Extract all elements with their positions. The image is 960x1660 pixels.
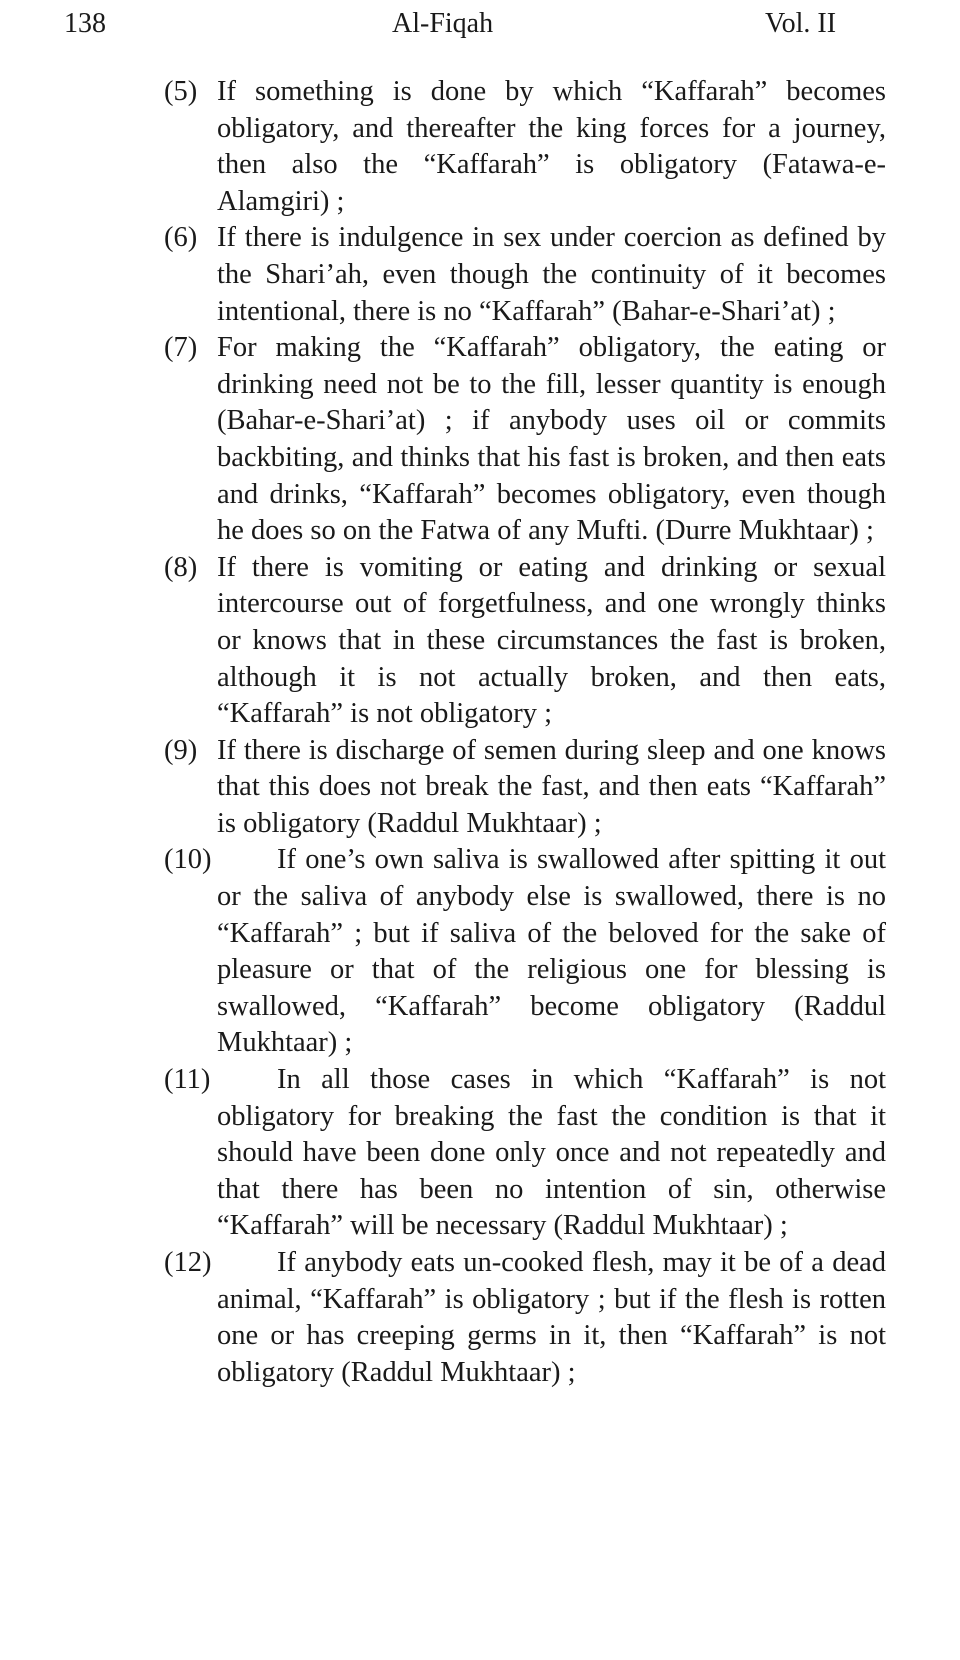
item-text: If there is vomiting or eating and drinking or sexual intercourse out of forgetfulness, and one wrongly thinks or knows that in these circumstances the fast is broken, although it is not actually broken, and then eats, “Kaffarah” is not obligatory ; (217, 551, 886, 730)
book-title: Al-Fiqah (392, 8, 494, 39)
item-text: If one’s own saliva is swallowed after spitting it out or the saliva of anybody else is swallowed, there is no “Kaffarah” ; but if saliva of the beloved for the sake of pleasure or that of the religious one for blessing is swallowed, “Kaffarah” become obligatory (Raddul Mukhtaar) ; (217, 844, 886, 1059)
page-number: 138 (64, 8, 106, 39)
ruling-item (164, 1062, 886, 1245)
item-text: In all those cases in which “Kaffarah” is not obligatory for breaking the fast the condition is that it should have been done only once and not repeatedly and that there has been no intention of sin, otherwise “Kaffarah” will be necessary (Raddul Mukhtaar) ; (217, 1064, 886, 1242)
ruling-item (164, 330, 886, 550)
item-text: If there is indulgence in sex under coercion as defined by the Shari’ah, even though the continuity of it becomes intentional, there is no “Kaffarah” (Bahar-e-Shari’at) ; (217, 222, 886, 327)
item-text: If there is discharge of semen during sleep and one knows that this does not break the fast, and then eats “Kaffarah” is obligatory (Raddul Mukhtaar) ; (217, 734, 886, 839)
ruling-item (164, 842, 886, 1062)
item-number: (12) (164, 1247, 212, 1278)
ruling-item (164, 733, 886, 843)
item-text: If something is done by which “Kaffarah” becomes obligatory, and thereafter the king forces for a journey, then also the “Kaffarah” is obligatory (Fatawa-e-Alamgiri) ; (217, 76, 886, 217)
ruling-item (164, 74, 886, 220)
item-number: (5) (164, 76, 198, 107)
item-number: (9) (164, 734, 198, 766)
ruling-item (164, 550, 886, 733)
item-number: (7) (164, 332, 198, 364)
volume-label: Vol. II (765, 8, 837, 39)
item-number: (11) (164, 1064, 211, 1096)
running-head (0, 4, 960, 44)
item-text: If anybody eats un-cooked flesh, may it be of a dead animal, “Kaffarah” is obligatory ; but if the flesh is rotten one or has creeping germs in it, then “Kaffarah” is not obligatory (Raddul Mukhtaar) ; (217, 1247, 886, 1388)
item-text: For making the “Kaffarah” obligatory, the eating or drinking need not be to the fill, lesser quantity is enough (Bahar-e-Shari’at) ; if anybody uses oil or commits backbiting, and thinks that his fast is broken, and then eats and drinks, “Kaffarah” becomes obligatory, even though he does so on the Fatwa of any Mufti. (Durre Mukhtaar) ; (217, 332, 886, 547)
ruling-list (164, 74, 886, 1391)
ruling-item (164, 220, 886, 330)
item-number: (10) (164, 844, 212, 876)
ruling-item (164, 1245, 886, 1391)
item-number: (6) (164, 222, 198, 254)
item-number: (8) (164, 551, 198, 583)
